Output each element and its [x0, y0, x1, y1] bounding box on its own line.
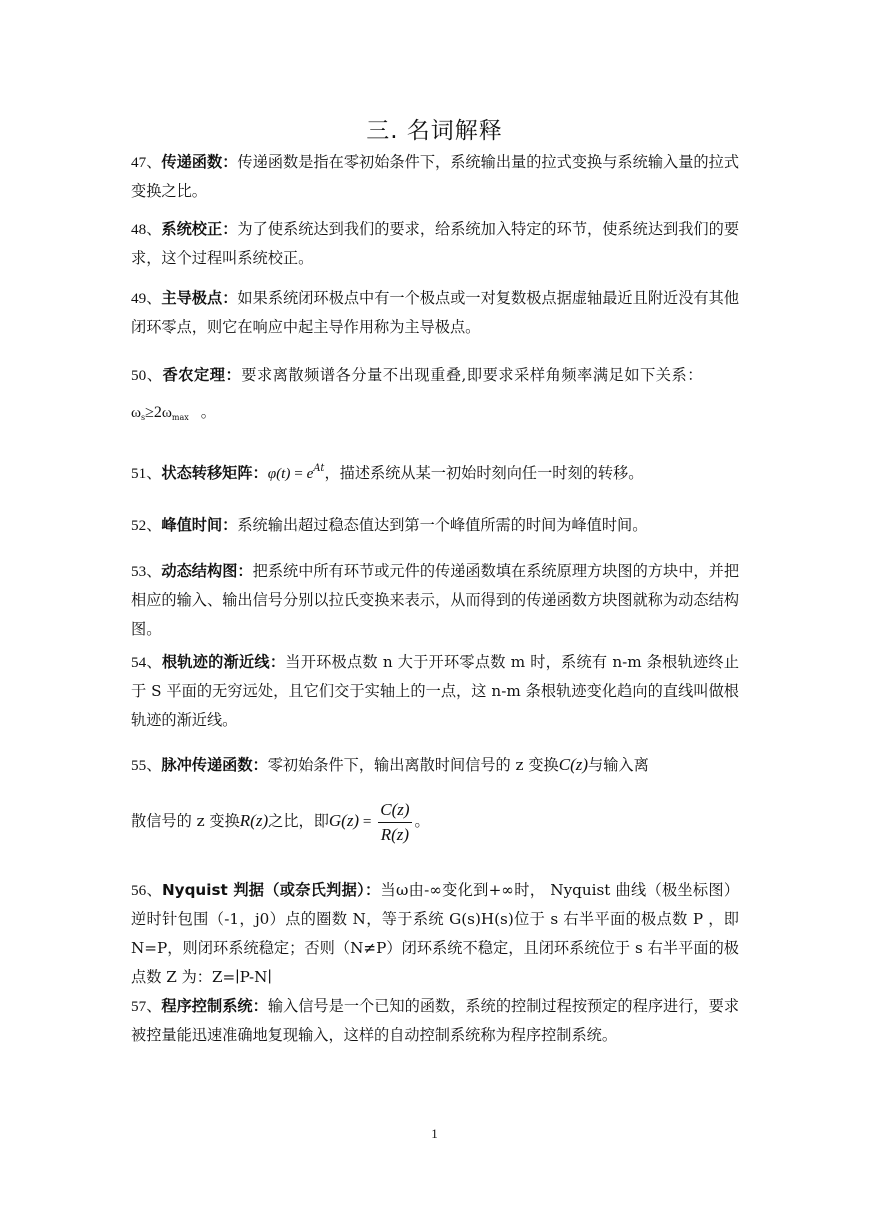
entry-number: 51、 [131, 465, 162, 482]
subscript-s: s [141, 413, 146, 422]
omega-symbol: ω [131, 404, 141, 421]
entry-text: 把系统中所有环节或元件的传递函数填在系统原理方块图的方块中，并把相应的输入、输出信号分别以拉氏变换来表示，从而得到的传递函数方块图就称为动态结构图。 [131, 562, 740, 638]
entry-term: 动态结构图 [161, 562, 238, 580]
entry-53 [131, 557, 739, 644]
entry-colon: ： [237, 562, 253, 580]
fraction [378, 798, 411, 847]
input-transform: R(z) [239, 811, 269, 830]
entry-number: 49、 [131, 290, 162, 307]
entry-56 [131, 876, 739, 992]
entry-55 [131, 748, 739, 783]
entry-text: 与输入离 [588, 756, 649, 774]
entry-51 [131, 454, 739, 488]
exp-base: e [306, 465, 314, 482]
entry-term: 主导极点 [161, 289, 223, 307]
entry-text: 传递函数是指在零初始条件下，系统输出量的拉式变换与系统输入量的拉式变换之比。 [131, 153, 740, 200]
entry-colon: ： [222, 289, 238, 307]
sentence-end: 。 [414, 812, 430, 830]
entry-text: 零初始条件下，输出离散时间信号的 z 变换 [267, 756, 559, 774]
entry-term: 状态转移矩阵 [161, 464, 253, 482]
entry-number: 53、 [131, 563, 162, 580]
entry-term: Nyquist 判据（或奈氏判据） [161, 881, 365, 899]
entry-text: 系统输出超过稳态值达到第一个峰值所需的时间为峰值时间。 [237, 516, 648, 534]
entry-text: 要求离散频谱各分量不出现重叠,即要求采样角频率满足如下关系： [241, 366, 704, 384]
entry-number: 56、 [131, 882, 162, 899]
exp-power: At [313, 463, 325, 474]
entry-50 [131, 357, 739, 436]
entry-term: 香农定理 [162, 366, 226, 384]
entry-term: 系统校正 [161, 220, 223, 238]
entry-colon: ： [225, 366, 242, 384]
entry-colon: ： [222, 220, 238, 238]
entry-colon: ： [364, 881, 381, 899]
entry-colon: ： [222, 153, 238, 171]
entry-text: 如果系统闭环极点中有一个极点或一对复数极点据虚轴最近且附近没有其他闭环零点，则它在响应中起主导作用称为主导极点。 [131, 289, 740, 336]
entry-number: 47、 [131, 154, 162, 171]
fraction-denominator: R(z) [380, 824, 410, 844]
output-transform: C(z) [558, 755, 589, 774]
equals-sign: = [359, 813, 376, 830]
entry-term: 传递函数 [161, 153, 223, 171]
subscript-max: max [171, 413, 189, 422]
entry-number: 57、 [131, 998, 162, 1015]
entry-number: 48、 [131, 221, 162, 238]
entry-text: 输入信号是一个已知的函数，系统的控制过程按预定的程序进行，要求被控量能迅速准确地复现输入，这样的自动控制系统称为程序控制系统。 [131, 997, 740, 1044]
entry-term: 脉冲传递函数 [161, 756, 253, 774]
entry-term: 峰值时间 [161, 516, 223, 534]
entry-colon: ： [269, 653, 286, 671]
inequality: ≥2 [145, 404, 162, 421]
section-title: 三. 名词解释 [366, 118, 503, 144]
entry-term: 程序控制系统 [161, 997, 253, 1015]
entry-54 [131, 648, 739, 735]
entry-text: 之比，即 [268, 812, 329, 830]
entry-colon: ： [252, 756, 268, 774]
entry-52 [131, 511, 739, 540]
page-number: 1 [431, 1126, 438, 1141]
entry-text: 为了使系统达到我们的要求，给系统加入特定的环节，使系统达到我们的要求，这个过程叫系统校正。 [131, 220, 740, 267]
fraction-numerator: C(z) [378, 798, 411, 823]
pulse-transfer-function: G(z) [328, 811, 360, 830]
entry-term: 根轨迹的渐近线 [161, 653, 270, 671]
sentence-end: 。 [200, 403, 216, 421]
equals-sign: = [290, 465, 307, 482]
entry-colon: ： [252, 464, 268, 482]
phi-symbol: φ [267, 465, 277, 482]
entry-text: ，描述系统从某一初始时刻向任一时刻的转移。 [324, 464, 644, 482]
entry-colon: ： [222, 516, 238, 534]
entry-number: 55、 [131, 757, 162, 774]
entry-number: 52、 [131, 517, 162, 534]
entry-49 [131, 284, 739, 342]
entry-colon: ： [252, 997, 268, 1015]
phi-argument: (t) [276, 465, 291, 482]
entry-text: 散信号的 z 变换 [131, 812, 240, 830]
entry-48 [131, 215, 739, 273]
entry-number: 50、 [131, 367, 163, 384]
omega-symbol: ω [161, 404, 172, 421]
entry-47 [131, 148, 739, 206]
entry-text: 当ω由-∞变化到+∞时， Nyquist 曲线（极坐标图）逆时针包围（-1，j0）点的圈数 N，等于系统 G(s)H(s)位于 s 右半平面的极点数 P ，即 N=P，则闭环系统稳定；否则（N≠P）闭环系统不稳定，且闭环系统位于 s 右半平面的极点数 Z 为：Z=∣P-N∣ [131, 881, 740, 986]
entry-57 [131, 992, 739, 1050]
entry-number: 54、 [131, 654, 162, 671]
entry-text: 当开环极点数 n 大于开环零点数 m 时，系统有 n-m 条根轨迹终止于 S 平面的无穷远处，且它们交于实轴上的一点，这 n-m 条根轨迹变化趋向的直线叫做根轨迹的渐近线。 [131, 653, 740, 729]
entry-55-cont [131, 796, 739, 847]
